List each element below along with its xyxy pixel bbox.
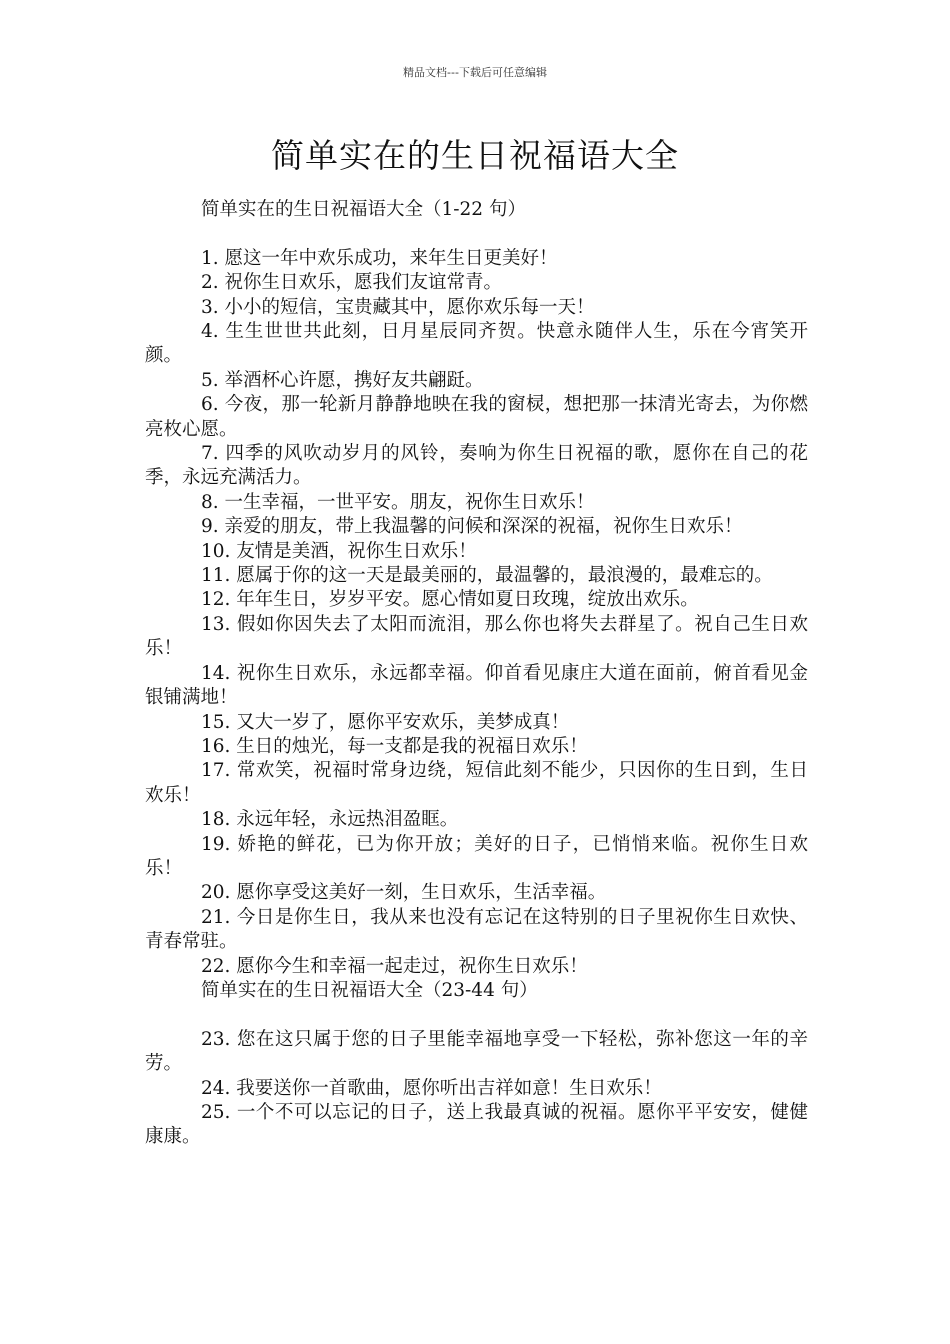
list-item: 13. 假如你因失去了太阳而流泪，那么你也将失去群星了。祝自己生日欢乐！ [145,613,808,660]
document-title: 简单实在的生日祝福语大全 [271,136,679,175]
list-item: 5. 举酒杯心许愿，携好友共翩跹。 [201,369,484,391]
section-heading: 简单实在的生日祝福语大全（23-44 句） [201,979,538,1001]
list-item: 21. 今日是你生日，我从来也没有忘记在这特别的日子里祝你生日欢快、青春常驻。 [145,906,808,953]
list-item: 3. 小小的短信，宝贵藏其中，愿你欢乐每一天！ [201,296,595,318]
list-item: 7. 四季的风吹动岁月的风铃，奏响为你生日祝福的歌，愿你在自己的花季，永远充满活力。 [145,443,808,489]
list-item: 10. 友情是美酒，祝你生日欢乐！ [201,540,477,562]
list-item: 8. 一生幸福，一世平安。朋友，祝你生日欢乐！ [201,491,595,513]
list-item: 23. 您在这只属于您的日子里能幸福地享受一下轻松，弥补您这一年的辛劳。 [145,1028,808,1075]
list-item: 16. 生日的烛光，每一支都是我的祝福日欢乐！ [201,735,588,757]
list-item: 11. 愿属于你的这一天是最美丽的，最温馨的，最浪漫的，最难忘的。 [201,565,773,587]
list-item: 6. 今夜，那一轮新月静静地映在我的窗棂，想把那一抹清光寄去，为你燃亮枚心愿。 [145,394,808,440]
list-item: 15. 又大一岁了，愿你平安欢乐，美梦成真！ [201,711,570,733]
document-body [145,198,808,1150]
list-item: 24. 我要送你一首歌曲，愿你听出吉祥如意！生日欢乐！ [201,1077,662,1099]
list-item: 18. 永远年轻，永远热泪盈眶。 [201,809,459,831]
section-heading: 简单实在的生日祝福语大全（1-22 句） [201,199,526,220]
list-item: 4. 生生世世共此刻，日月星辰同齐贺。快意永随伴人生，乐在今宵笑开颜。 [145,321,808,367]
list-item: 12. 年年生日，岁岁平安。愿心情如夏日玫瑰，绽放出欢乐。 [201,589,699,611]
list-item: 1. 愿这一年中欢乐成功，来年生日更美好！ [201,247,558,269]
list-item: 19. 娇艳的鲜花，已为你开放；美好的日子，已悄悄来临。祝你生日欢乐！ [145,833,808,879]
list-item: 17. 常欢笑，祝福时常身边绕，短信此刻不能少，只因你的生日到，生日欢乐！ [145,760,808,806]
blank-line [145,1003,808,1027]
list-item: 20. 愿你享受这美好一刻，生日欢乐，生活幸福。 [201,882,607,904]
list-item: 25. 一个不可以忘记的日子，送上我最真诚的祝福。愿你平平安安，健健康康。 [145,1102,808,1148]
list-item: 22. 愿你今生和幸福一起走过，祝你生日欢乐！ [201,955,588,977]
list-item: 14. 祝你生日欢乐，永远都幸福。仰首看见康庄大道在面前，俯首看见金银铺满地！ [145,662,808,709]
list-item: 9. 亲爱的朋友，带上我温馨的问候和深深的祝福，祝你生日欢乐！ [201,516,743,538]
blank-line [145,222,808,246]
list-item: 2. 祝你生日欢乐，愿我们友谊常青。 [201,272,503,294]
page-header: 精品文档---下载后可任意编辑 [403,66,547,79]
